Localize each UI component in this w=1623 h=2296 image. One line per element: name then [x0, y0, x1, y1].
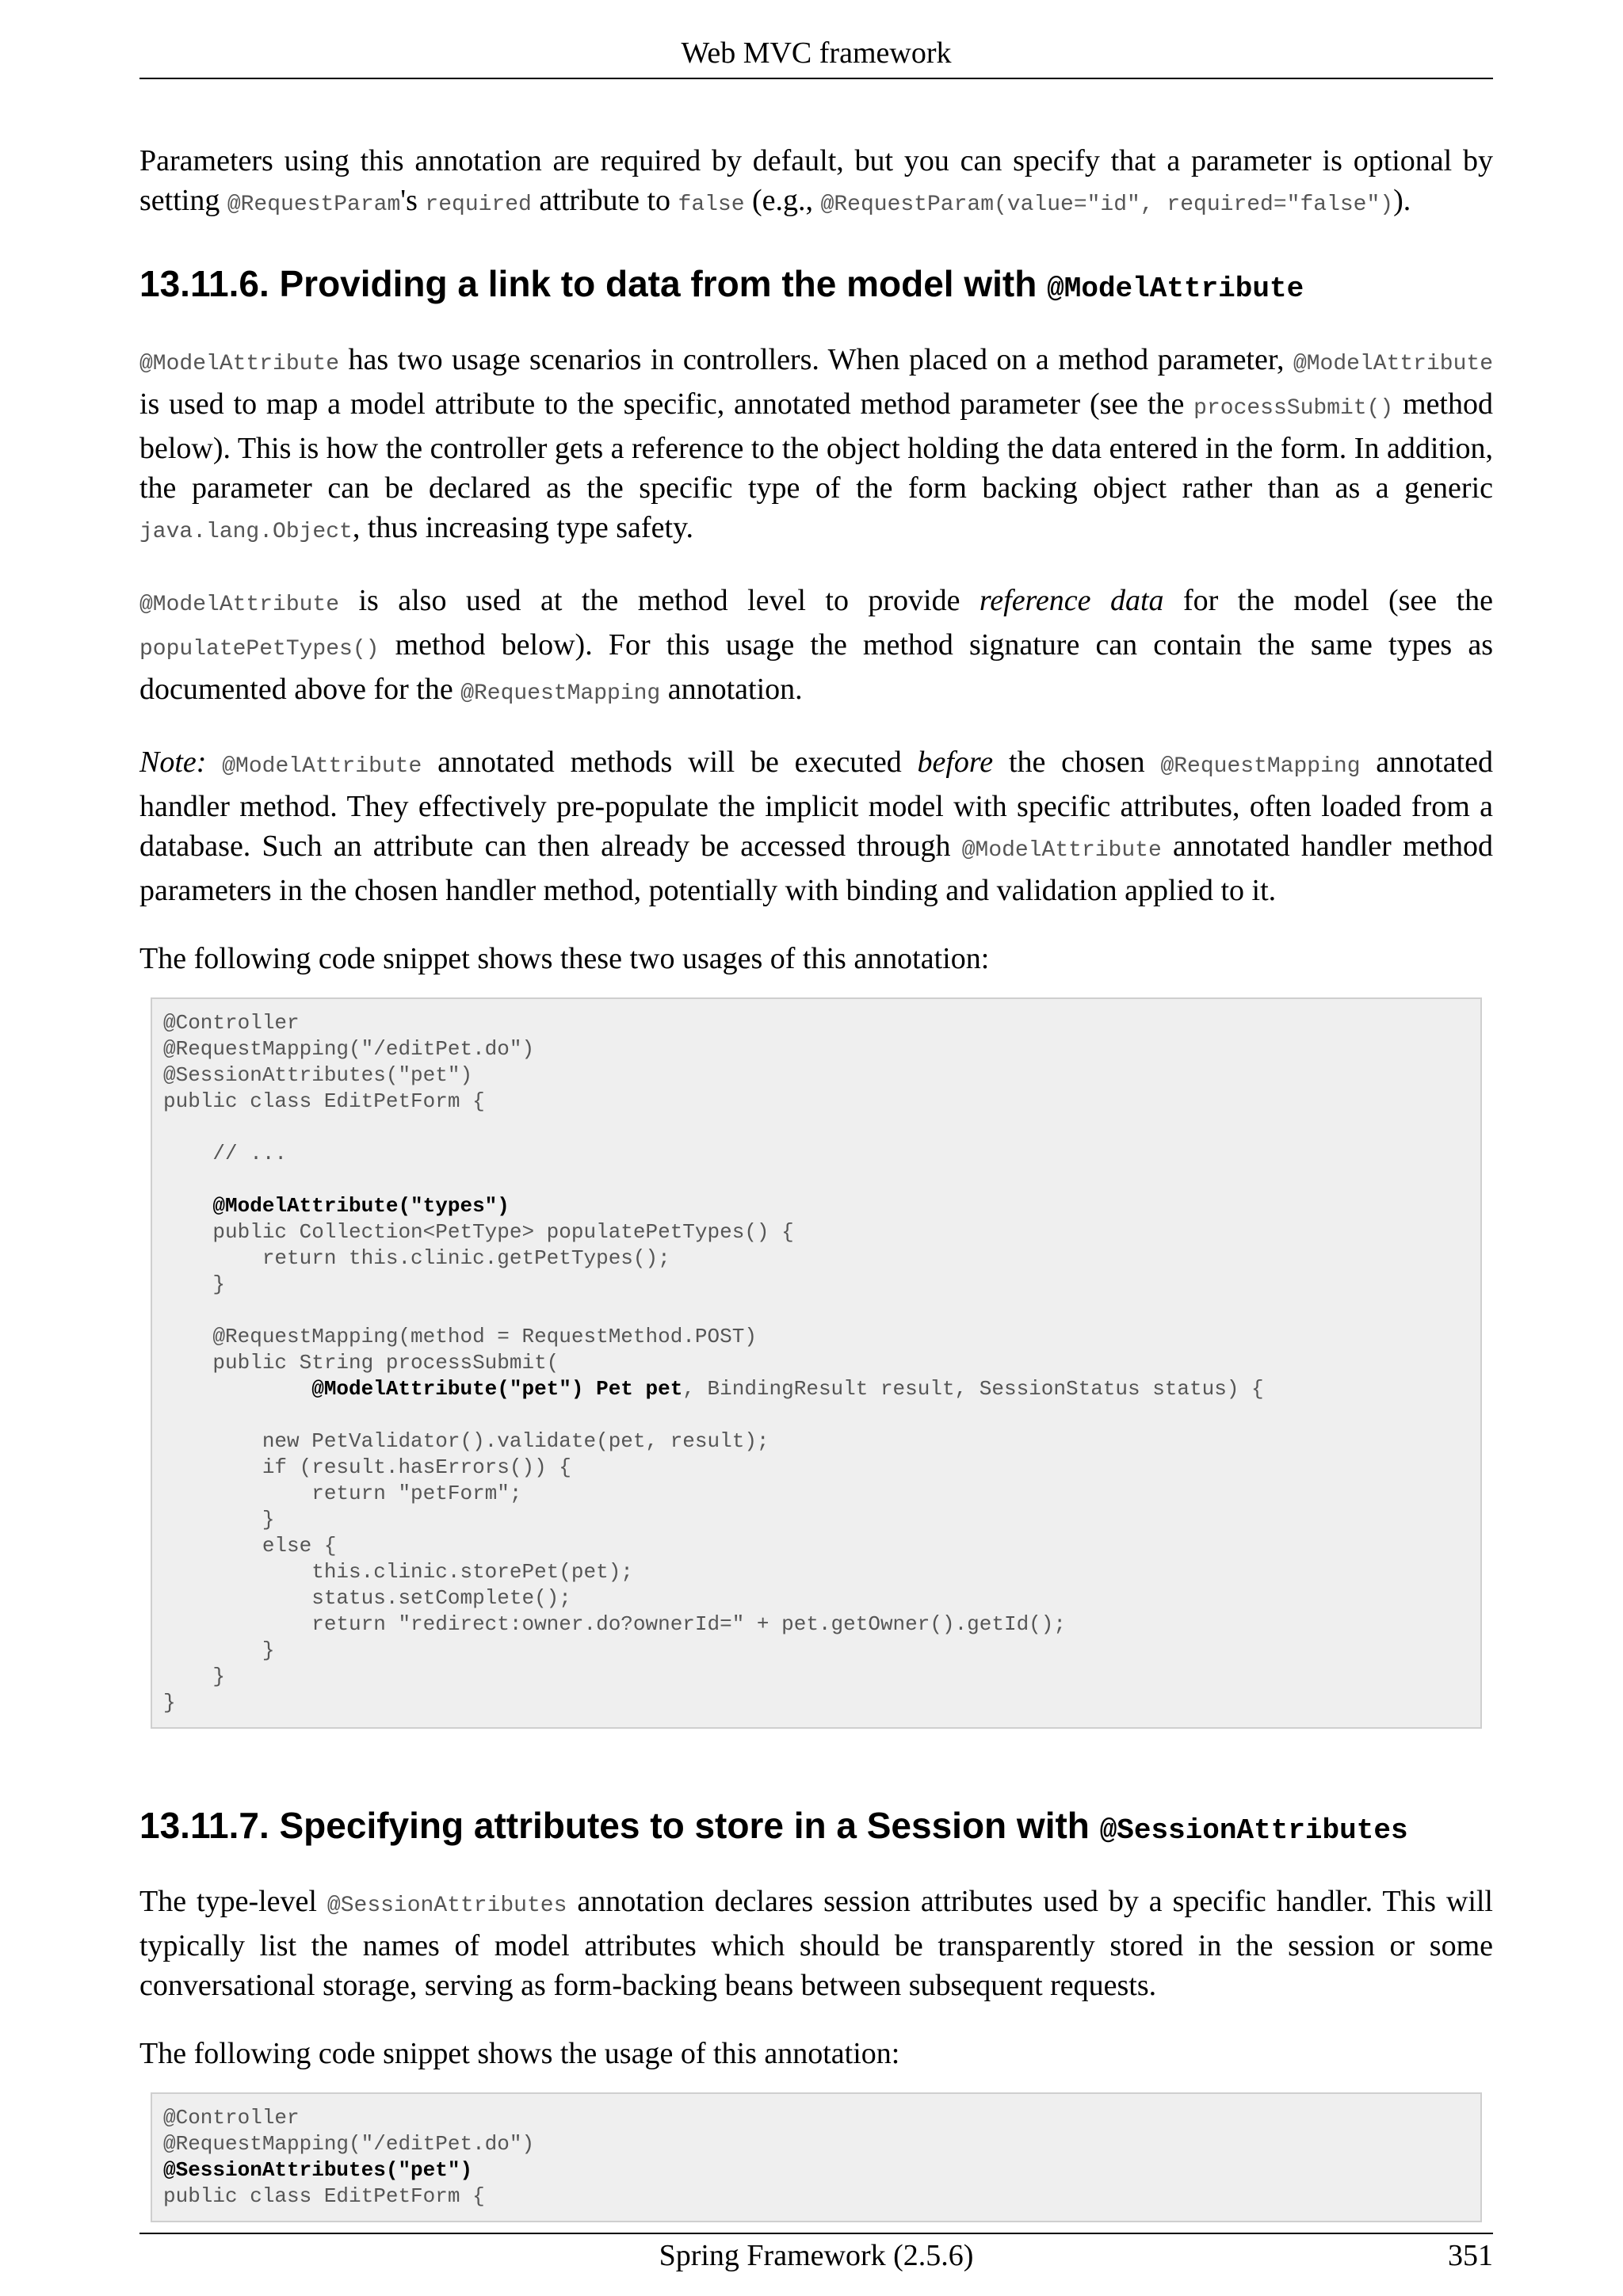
text: , thus increasing type safety.: [352, 511, 694, 544]
code-line: if (result.hasErrors()) {: [163, 1455, 571, 1479]
inline-code: populatePetTypes(): [139, 637, 380, 662]
text: the chosen: [993, 746, 1161, 779]
code-line: public Collection<PetType> populatePetTypes() {: [163, 1220, 794, 1244]
text: (e.g.,: [744, 184, 821, 217]
inline-code: @RequestMapping: [1160, 754, 1361, 779]
page-number: 351: [1448, 2239, 1493, 2272]
code-line: @SessionAttributes("pet"): [163, 2158, 473, 2182]
inline-code: false: [678, 193, 745, 217]
paragraph-model-attribute-usage: [139, 340, 1493, 552]
paragraph-note: [139, 742, 1493, 910]
inline-code: @RequestParam(value="id", required="false"): [820, 193, 1394, 217]
inline-code: @ModelAttribute: [222, 754, 422, 779]
text: [206, 746, 222, 779]
intro-paragraph: [139, 141, 1493, 225]
paragraph-session-attributes: [139, 1882, 1493, 2005]
text: The type-level: [139, 1885, 327, 1918]
code-line: @RequestMapping("/editPet.do"): [163, 1037, 535, 1061]
inline-code: required: [425, 193, 532, 217]
code-line: status.setComplete();: [163, 1586, 571, 1610]
code-line: }: [163, 1691, 176, 1714]
inline-code: @RequestParam: [227, 193, 401, 217]
code-line: else {: [163, 1534, 337, 1558]
code-line: @RequestMapping("/editPet.do"): [163, 2132, 535, 2156]
inline-code: @SessionAttributes: [327, 1894, 567, 1918]
code-line: public class EditPetForm {: [163, 1089, 485, 1113]
heading-text: 13.11.6. Providing a link to data from the model with: [139, 263, 1048, 304]
code-line: @Controller: [163, 2106, 300, 2130]
code-line: [163, 1376, 1469, 1402]
code-line: return "petForm";: [163, 1482, 522, 1505]
text: annotation declares session attributes used by a specific handler. This will typically list the names of model attributes which should be transparently stored in the session or some conversational storage, serving as form-backing beans between subsequent requests.: [139, 1885, 1493, 2002]
heading-code: @SessionAttributes: [1099, 1814, 1408, 1847]
code-block-session-attributes: [151, 2092, 1482, 2222]
code-line: this.clinic.storePet(pet);: [163, 1560, 633, 1584]
text: ).: [1393, 184, 1411, 217]
text: annotated handler method parameters in the chosen handler method, potentially with binding and validation applied to it.: [139, 830, 1493, 907]
paragraph-reference-data: [139, 581, 1493, 714]
code-line: @Controller: [163, 1011, 300, 1035]
code-line: }: [163, 1638, 275, 1662]
code-line: }: [163, 1665, 226, 1688]
inline-code: @RequestMapping: [460, 681, 661, 706]
header-rule: [139, 78, 1493, 79]
code-line: [163, 1167, 1469, 1193]
code-line: [163, 1402, 1469, 1428]
code-block-edit-pet-form: [151, 997, 1482, 1729]
code-line: [163, 1115, 1469, 1141]
text: attribute to: [531, 184, 678, 217]
emphasis: before: [917, 746, 994, 779]
inline-code: @ModelAttribute: [139, 352, 340, 376]
text: Parameters using this annotation are required by default, but you can specify that a parameter is optional by setting: [139, 144, 1493, 217]
text: annotated handler method. They effectively pre-populate the implicit model with specific attributes, often loaded from a database. Such an attribute can then already be accessed through: [139, 746, 1493, 863]
code-line: return "redirect:owner.do?ownerId=" + pet.getOwner().getId();: [163, 1612, 1066, 1636]
code-line: // ...: [163, 1142, 288, 1165]
code-line: [163, 1298, 1469, 1324]
code-line: }: [163, 1272, 226, 1296]
text: for the model (see the: [1163, 584, 1494, 617]
code-line: @SessionAttributes("pet"): [163, 1063, 473, 1087]
section-heading-13-11-7: [139, 1802, 1493, 1855]
text: annotated methods will be executed: [422, 746, 918, 779]
code-line: }: [163, 1508, 275, 1531]
text: 's: [400, 184, 426, 217]
paragraph-snippet-intro-2: The following code snippet shows the usage of this annotation:: [139, 2037, 900, 2070]
code-line: public String processSubmit(: [163, 1351, 559, 1375]
text: is also used at the method level to provide: [339, 584, 980, 617]
footer-title: Spring Framework (2.5.6): [659, 2239, 974, 2272]
text: method below). For this usage the method signature can contain the same types as documented above for the: [139, 628, 1493, 706]
text: has two usage scenarios in controllers. When placed on a method parameter,: [339, 343, 1293, 376]
inline-code: @ModelAttribute: [1293, 352, 1493, 376]
code-fragment: , BindingResult result, SessionStatus status) {: [682, 1377, 1264, 1401]
text: is used to map a model attribute to the specific, annotated method parameter (see the: [139, 387, 1194, 421]
code-line: new PetValidator().validate(pet, result);: [163, 1429, 769, 1453]
emphasis: Note:: [139, 746, 207, 779]
code-bold-fragment: @ModelAttribute("pet") Pet pet: [163, 1377, 683, 1401]
code-line: return this.clinic.getPetTypes();: [163, 1246, 670, 1270]
text: annotation.: [660, 673, 803, 706]
inline-code: java.lang.Object: [139, 520, 353, 544]
running-header: Web MVC framework: [681, 36, 952, 70]
code-line: @RequestMapping(method = RequestMethod.POST): [163, 1325, 757, 1348]
page-content: [139, 141, 1493, 2222]
inline-code: @ModelAttribute: [139, 593, 340, 617]
heading-code: @ModelAttribute: [1047, 273, 1304, 305]
heading-text: 13.11.7. Specifying attributes to store in a Session with: [139, 1805, 1100, 1846]
inline-code: processSubmit(): [1193, 396, 1394, 421]
code-line: @ModelAttribute("types"): [163, 1194, 510, 1218]
paragraph-snippet-intro: The following code snippet shows these two usages of this annotation:: [139, 942, 990, 975]
text: method below). This is how the controller gets a reference to the object holding the data entered in the form. In addition, the parameter can be declared as the specific type of the form backing object rather than as a generic: [139, 387, 1493, 505]
section-heading-13-11-6: [139, 260, 1493, 313]
footer-rule: [139, 2233, 1493, 2234]
emphasis: reference data: [979, 584, 1164, 617]
inline-code: @ModelAttribute: [961, 838, 1162, 863]
code-line: public class EditPetForm {: [163, 2184, 485, 2208]
